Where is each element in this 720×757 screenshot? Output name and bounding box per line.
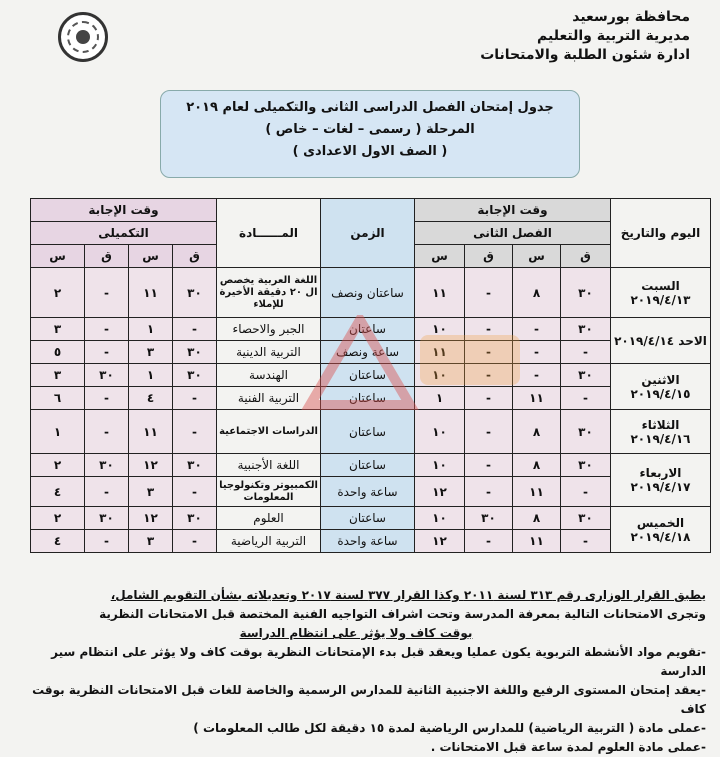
t2-cell: ٣٠ bbox=[465, 507, 513, 530]
c-cell: ٦ bbox=[31, 387, 85, 410]
c-cell: ٢ bbox=[31, 268, 85, 318]
t2-cell: ١٠ bbox=[415, 410, 465, 454]
c-cell: ١ bbox=[31, 410, 85, 454]
t2-cell: ٨ bbox=[513, 268, 561, 318]
subject-cell: العلوم bbox=[217, 507, 321, 530]
duration-cell: ساعتان bbox=[321, 507, 415, 530]
note-6: -عملى مادة ( التربية الرياضية) للمدارس الرياضية لمدة ١٥ دقيقة لكل طالب المعلومات ) bbox=[193, 721, 706, 735]
t2-cell: ١١ bbox=[415, 341, 465, 364]
c-cell: ١٢ bbox=[129, 507, 173, 530]
c-cell: ٣٠ bbox=[173, 507, 217, 530]
header-s: س bbox=[31, 245, 85, 268]
duration-cell: ساعتان bbox=[321, 318, 415, 341]
subject-cell: الجبر والاحصاء bbox=[217, 318, 321, 341]
c-cell: ٣٠ bbox=[85, 507, 129, 530]
t2-cell: ١٠ bbox=[415, 507, 465, 530]
t2-cell: ١١ bbox=[513, 530, 561, 553]
t2-cell: - bbox=[561, 530, 611, 553]
header-duration: الزمن bbox=[321, 199, 415, 268]
note-2: وتجرى الامتحانات التالية بمعرفة المدرسة وتحت اشراف التواجيه الفنية المختصة قبل الامتحانات النظرية bbox=[99, 607, 706, 621]
day-cell: الاربعاء ٢٠١٩/٤/١٧ bbox=[611, 454, 711, 507]
governorate-text: محافظة بورسعيد bbox=[572, 9, 690, 25]
duration-cell: ساعة ونصف bbox=[321, 341, 415, 364]
header-time-answer-2: وقت الإجابة bbox=[31, 199, 217, 222]
day-cell: السبت ٢٠١٩/٤/١٣ bbox=[611, 268, 711, 318]
title-box bbox=[160, 90, 580, 178]
c-cell: - bbox=[173, 477, 217, 507]
duration-cell: ساعتان bbox=[321, 364, 415, 387]
t2-cell: ٣٠ bbox=[561, 268, 611, 318]
c-cell: ١ bbox=[129, 364, 173, 387]
day-cell: الثلاثاء ٢٠١٩/٤/١٦ bbox=[611, 410, 711, 454]
note-1: يطبق القرار الوزارى رقم ٣١٣ لسنة ٢٠١١ وكذا القرار ٣٧٧ لسنة ٢٠١٧ وتعديلاته بشأن التقويم الشامل، bbox=[110, 588, 706, 602]
t2-cell: ٣٠ bbox=[561, 454, 611, 477]
subject-cell: الهندسة bbox=[217, 364, 321, 387]
t2-cell: ٣٠ bbox=[561, 318, 611, 341]
c-cell: ٣ bbox=[129, 341, 173, 364]
header-day: اليوم والتاريخ bbox=[611, 199, 711, 268]
table-row bbox=[31, 318, 711, 341]
c-cell: ٣٠ bbox=[173, 454, 217, 477]
c-cell: - bbox=[85, 530, 129, 553]
c-cell: - bbox=[85, 341, 129, 364]
t2-cell: - bbox=[465, 530, 513, 553]
table-row bbox=[31, 341, 711, 364]
header-q: ق bbox=[173, 245, 217, 268]
t2-cell: - bbox=[465, 410, 513, 454]
note-4: -تقويم مواد الأنشطة التربوية يكون عمليا ويعقد قبل بدء الإمتحانات النظرية بوقت كاف ولا يؤثر على انتظام سير الدارسة bbox=[51, 645, 706, 678]
table-row bbox=[31, 507, 711, 530]
header-q: ق bbox=[85, 245, 129, 268]
c-cell: - bbox=[173, 410, 217, 454]
duration-cell: ساعتان bbox=[321, 410, 415, 454]
day-cell: الاثنين ٢٠١٩/٤/١٥ bbox=[611, 364, 711, 410]
subject-cell: التربية الفنية bbox=[217, 387, 321, 410]
c-cell: ٣٠ bbox=[173, 341, 217, 364]
table-row bbox=[31, 268, 711, 318]
c-cell: - bbox=[173, 318, 217, 341]
t2-cell: - bbox=[465, 477, 513, 507]
c-cell: ٣ bbox=[31, 364, 85, 387]
header-subject: المــــــادة bbox=[217, 199, 321, 268]
t2-cell: ٣٠ bbox=[561, 410, 611, 454]
duration-cell: ساعتان bbox=[321, 454, 415, 477]
notes-block bbox=[6, 586, 706, 757]
duration-cell: ساعتان ونصف bbox=[321, 268, 415, 318]
header-q: ق bbox=[465, 245, 513, 268]
note-5: -يعقد إمتحان المستوى الرفيع واللغة الاجنبية الثانية للمدارس الرسمية والخاصة للغات قبل الامتحانات النظرية بوقت كاف bbox=[32, 683, 706, 716]
t2-cell: - bbox=[561, 477, 611, 507]
header-s: س bbox=[513, 245, 561, 268]
t2-cell: ١٢ bbox=[415, 477, 465, 507]
header-block bbox=[480, 8, 690, 65]
note-3: بوقت كاف ولا يؤثر على انتظام الدراسة bbox=[239, 626, 473, 640]
c-cell: ٣٠ bbox=[173, 268, 217, 318]
subject-cell: الدراسات الاجتماعية bbox=[217, 410, 321, 454]
c-cell: ٤ bbox=[129, 387, 173, 410]
title-line-1: جدول إمتحان الفصل الدراسى الثانى والتكميلى لعام ٢٠١٩ bbox=[186, 100, 554, 115]
c-cell: ٣٠ bbox=[85, 454, 129, 477]
t2-cell: - bbox=[513, 364, 561, 387]
t2-cell: - bbox=[561, 341, 611, 364]
c-cell: ٥ bbox=[31, 341, 85, 364]
day-cell: الاحد ٢٠١٩/٤/١٤ bbox=[611, 318, 711, 364]
header-complementary: التكميلى bbox=[31, 222, 217, 245]
c-cell: ٣٠ bbox=[173, 364, 217, 387]
t2-cell: ١٠ bbox=[415, 318, 465, 341]
title-line-2: المرحلة ( رسمى – لغات – خاص ) bbox=[265, 122, 475, 137]
c-cell: ٢ bbox=[31, 507, 85, 530]
note-7: -عملى مادة العلوم لمدة ساعة قبل الامتحانات . bbox=[430, 740, 706, 754]
header-q: ق bbox=[561, 245, 611, 268]
table-row bbox=[31, 454, 711, 477]
t2-cell: ٣٠ bbox=[561, 364, 611, 387]
department-text: ادارة شئون الطلبة والامتحانات bbox=[480, 47, 690, 63]
c-cell: ١ bbox=[129, 318, 173, 341]
t2-cell: ١١ bbox=[513, 477, 561, 507]
t2-cell: - bbox=[465, 387, 513, 410]
table-row bbox=[31, 410, 711, 454]
c-cell: ٤ bbox=[31, 477, 85, 507]
c-cell: - bbox=[85, 387, 129, 410]
t2-cell: - bbox=[561, 387, 611, 410]
table-row bbox=[31, 387, 711, 410]
c-cell: ٤ bbox=[31, 530, 85, 553]
t2-cell: - bbox=[465, 341, 513, 364]
duration-cell: ساعة واحدة bbox=[321, 477, 415, 507]
c-cell: - bbox=[85, 410, 129, 454]
seal-logo-icon bbox=[58, 12, 108, 62]
t2-cell: - bbox=[513, 318, 561, 341]
duration-cell: ساعة واحدة bbox=[321, 530, 415, 553]
table-row bbox=[31, 530, 711, 553]
c-cell: ١٢ bbox=[129, 454, 173, 477]
t2-cell: - bbox=[465, 318, 513, 341]
subject-cell: اللغة العربية يخصص ال ٢٠ دقيقة الأخيرة للإملاء bbox=[217, 268, 321, 318]
subject-cell: التربية الرياضية bbox=[217, 530, 321, 553]
c-cell: - bbox=[173, 530, 217, 553]
c-cell: ٣٠ bbox=[85, 364, 129, 387]
t2-cell: - bbox=[513, 341, 561, 364]
table-row bbox=[31, 477, 711, 507]
duration-cell: ساعتان bbox=[321, 387, 415, 410]
t2-cell: ٨ bbox=[513, 410, 561, 454]
exam-schedule-table bbox=[30, 198, 711, 553]
c-cell: - bbox=[85, 477, 129, 507]
t2-cell: - bbox=[465, 364, 513, 387]
table-row bbox=[31, 364, 711, 387]
c-cell: ١١ bbox=[129, 268, 173, 318]
t2-cell: ٣٠ bbox=[561, 507, 611, 530]
t2-cell: - bbox=[465, 268, 513, 318]
c-cell: ٢ bbox=[31, 454, 85, 477]
c-cell: - bbox=[85, 318, 129, 341]
c-cell: ١١ bbox=[129, 410, 173, 454]
subject-cell: الكمبيوتر وتكنولوجيا المعلومات bbox=[217, 477, 321, 507]
c-cell: ٣ bbox=[31, 318, 85, 341]
header-s: س bbox=[415, 245, 465, 268]
directorate-text: مديرية التربية والتعليم bbox=[537, 28, 690, 44]
c-cell: ٣ bbox=[129, 477, 173, 507]
subject-cell: التربية الدينية bbox=[217, 341, 321, 364]
c-cell: ٣ bbox=[129, 530, 173, 553]
title-line-3: ( الصف الاول الاعدادى ) bbox=[292, 144, 448, 159]
t2-cell: ٨ bbox=[513, 507, 561, 530]
c-cell: - bbox=[173, 387, 217, 410]
header-time-answer: وقت الإجابة bbox=[415, 199, 611, 222]
day-cell: الخميس ٢٠١٩/٤/١٨ bbox=[611, 507, 711, 553]
t2-cell: ١٢ bbox=[415, 530, 465, 553]
header-term2: الفصل الثانى bbox=[415, 222, 611, 245]
header-row-1 bbox=[31, 199, 711, 222]
t2-cell: ١٠ bbox=[415, 454, 465, 477]
header-s: س bbox=[129, 245, 173, 268]
t2-cell: ١١ bbox=[415, 268, 465, 318]
t2-cell: ١ bbox=[415, 387, 465, 410]
t2-cell: ١٠ bbox=[415, 364, 465, 387]
subject-cell: اللغة الأجنبية bbox=[217, 454, 321, 477]
t2-cell: ٨ bbox=[513, 454, 561, 477]
c-cell: - bbox=[85, 268, 129, 318]
t2-cell: ١١ bbox=[513, 387, 561, 410]
t2-cell: - bbox=[465, 454, 513, 477]
